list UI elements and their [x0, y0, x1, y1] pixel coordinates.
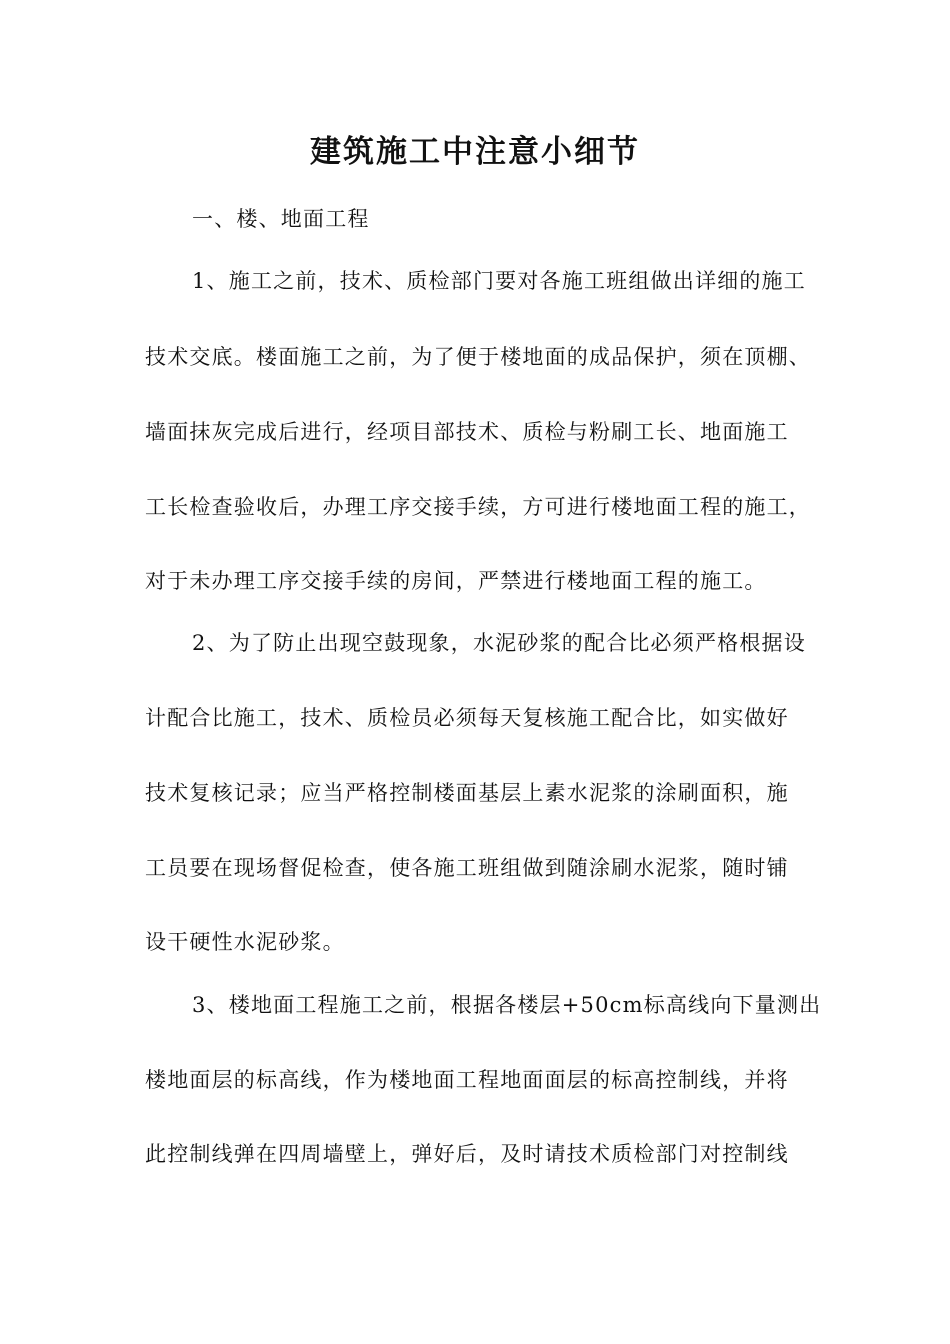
paragraph-line: 对于未办理工序交接手续的房间，严禁进行楼地面工程的施工。 — [145, 569, 767, 593]
document-title: 建筑施工中注意小细节 — [310, 134, 640, 170]
paragraph-line: 技术交底。楼面施工之前，为了便于楼地面的成品保护，须在顶棚、 — [145, 345, 811, 369]
paragraph-line: 1、施工之前，技术、质检部门要对各施工班组做出详细的施工 — [192, 269, 806, 293]
paragraph-line: 计配合比施工，技术、质检员必须每天复核施工配合比，如实做好 — [145, 706, 789, 730]
paragraph-line: 工长检查验收后，办理工序交接手续，方可进行楼地面工程的施工， — [145, 495, 811, 519]
paragraph-line: 楼地面层的标高线，作为楼地面工程地面面层的标高控制线，并将 — [145, 1068, 789, 1092]
section-heading-floor: 一、楼、地面工程 — [192, 207, 370, 231]
paragraph-line: 工员要在现场督促检查，使各施工班组做到随涂刷水泥浆，随时铺 — [145, 856, 789, 880]
paragraph-line: 此控制线弹在四周墙壁上，弹好后，及时请技术质检部门对控制线 — [145, 1142, 789, 1166]
paragraph-line: 设干硬性水泥砂浆。 — [145, 930, 345, 954]
paragraph-line: 3、楼地面工程施工之前，根据各楼层+50cm标高线向下量测出 — [192, 993, 822, 1017]
paragraph-line: 2、为了防止出现空鼓现象，水泥砂浆的配合比必须严格根据设 — [192, 631, 806, 655]
paragraph-line: 技术复核记录；应当严格控制楼面基层上素水泥浆的涂刷面积，施 — [145, 781, 789, 805]
paragraph-line: 墙面抹灰完成后进行，经项目部技术、质检与粉刷工长、地面施工 — [145, 420, 789, 444]
